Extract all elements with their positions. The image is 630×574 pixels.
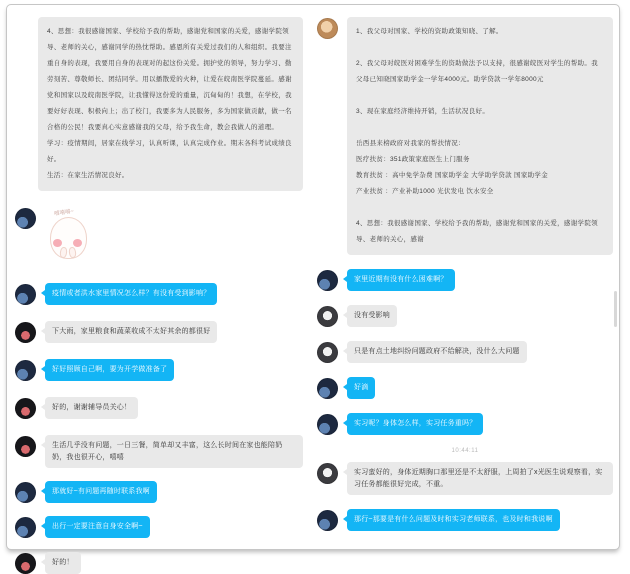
message-row: [15, 283, 303, 305]
chat-bubble-counselor: 好滴: [347, 377, 375, 399]
sticker-cheek: [73, 239, 82, 247]
message-row: [317, 17, 613, 255]
student-report-bubble: 4、思想：我很感谢国家、学校给予我的帮助，感谢党和国家的关爱，感谢学院领导、老师的关心，感谢同学的热忱帮助。感恩所有关爱过我们的人和组织。我要注重自身的表现，我要用自身的表现对的起这份关爱。拥护党的领导，努力学习、勤劳刻苦、尊敬师长、团结同学。用以播散爱的火种，让爱在皖南医学院蔓延。感谢党和国家以及皖南医学院，让我懂得这份爱的重量，沉甸甸的！我想，在学校，我要好好表现、积极向上；出了校门，我要多为人民服务，多为国家做贡献，做一名合格的公民！我要真心实意感谢我的父母，给予我生命，教会我做人的道理。 学习：疫情期间，居家在线学习，认真听课，认真完成作业。期末各科考试成绩良好。 生活：在家生活情况良好。: [38, 17, 303, 191]
chat-bubble-counselor: 那就好~有问题再随时联系我啊: [45, 481, 157, 503]
message-row: [317, 341, 613, 363]
chat-column-right: [309, 5, 619, 549]
student-avatar[interactable]: [317, 342, 338, 363]
message-row: [15, 397, 303, 419]
student-avatar[interactable]: [317, 306, 338, 327]
chat-bubble-counselor: 家里近期有没有什么困难啊？: [347, 269, 455, 291]
counselor-avatar[interactable]: [15, 360, 36, 381]
message-row: [317, 462, 613, 495]
counselor-avatar[interactable]: [15, 482, 36, 503]
message-row: [317, 305, 613, 327]
chat-bubble-student: 实习蛮好的，身体近期胸口那里还是不太舒服，上周拍了x光医生说观察看，实习任务都能很好完成，不重。: [347, 462, 613, 495]
counselor-avatar[interactable]: [15, 284, 36, 305]
chat-bubble-counselor: 出行一定要注意自身安全啊~: [45, 516, 150, 538]
message-row: [317, 413, 613, 435]
counselor-avatar[interactable]: [317, 378, 338, 399]
sticker-caption: 嘻嘻嘻~: [53, 208, 75, 218]
chat-transcript-panel: [6, 4, 620, 567]
counselor-avatar[interactable]: [15, 517, 36, 538]
chat-bubble-counselor: 那行~那要是有什么问题及时和实习老师联系，也及时和我说啊: [347, 509, 560, 531]
student-avatar[interactable]: [15, 322, 36, 343]
chat-bubble-student: 没有受影响: [347, 305, 397, 327]
message-row: [15, 516, 303, 538]
message-row: [15, 17, 303, 191]
chat-bubble-student: 下大雨，家里粮食和蔬菜收成不太好其余的都很好: [45, 321, 217, 343]
chat-bubble-student: 好的，谢谢辅导员关心！: [45, 397, 138, 419]
student-report-bubble: 1、我父母对国家、学校的资助政策知晓、了解。 2、我父母对皖医对困难学生的资助做法予以支持，很感谢皖医对学生的帮助。我父母已知晓国家助学金一学年4000元。助学贷款一学年8000元 3、现在家庭经济维持开销，生活状况良好。 岳西县来榜政府对我家的帮扶情况： 医疗扶贫：351政策家庭医生上门服务 教育扶贫 ：高中免学杂费 国家助学金 大学助学贷款 国家助学金 产业扶贫 ：产业补助1000 光伏发电 饮水安全 4、思想：我很感谢国家、学校给予我的帮助，感谢党和国家的关爱，感谢学院领导、老师的关心，感谢: [347, 17, 613, 255]
message-timestamp: 10:44:11: [451, 448, 479, 454]
counselor-avatar[interactable]: [317, 510, 338, 531]
message-row: [15, 481, 303, 503]
chat-bubble-counselor: 疫情或者洪水家里情况怎么样？有没有受到影响？: [45, 283, 217, 305]
chat-bubble-counselor: 好好照顾自己啊，要为开学做准备了: [45, 359, 174, 381]
scrollbar-thumb[interactable]: [614, 291, 617, 327]
counselor-avatar[interactable]: [317, 270, 338, 291]
student-avatar[interactable]: [317, 18, 338, 39]
student-avatar[interactable]: [15, 398, 36, 419]
sticker-cheek: [53, 239, 62, 247]
counselor-avatar[interactable]: [15, 208, 36, 229]
message-row: [15, 321, 303, 343]
message-row: [317, 269, 613, 291]
message-row: [317, 509, 613, 531]
student-avatar[interactable]: [15, 436, 36, 457]
message-row: [15, 359, 303, 381]
student-avatar[interactable]: [317, 463, 338, 484]
counselor-avatar[interactable]: [317, 414, 338, 435]
chat-bubble-student: 好的！: [45, 552, 81, 574]
student-avatar[interactable]: [15, 553, 36, 574]
sticker-image: [45, 207, 91, 269]
message-row: [15, 552, 303, 574]
chat-bubble-student: 生活几乎没有问题，一日三餐，简单却又丰富，这么长时间在家也能陪奶奶，我也很开心，嘻嘻: [45, 435, 303, 468]
message-row: [15, 207, 303, 269]
chat-bubble-student: 只是有点土地纠纷问题政府不给解决，没什么大问题: [347, 341, 527, 363]
chat-column-left: [7, 5, 309, 567]
message-row: [317, 377, 613, 399]
message-row: [15, 435, 303, 468]
chat-bubble-counselor: 实习呢？身体怎么样，实习任务重吗？: [347, 413, 483, 435]
